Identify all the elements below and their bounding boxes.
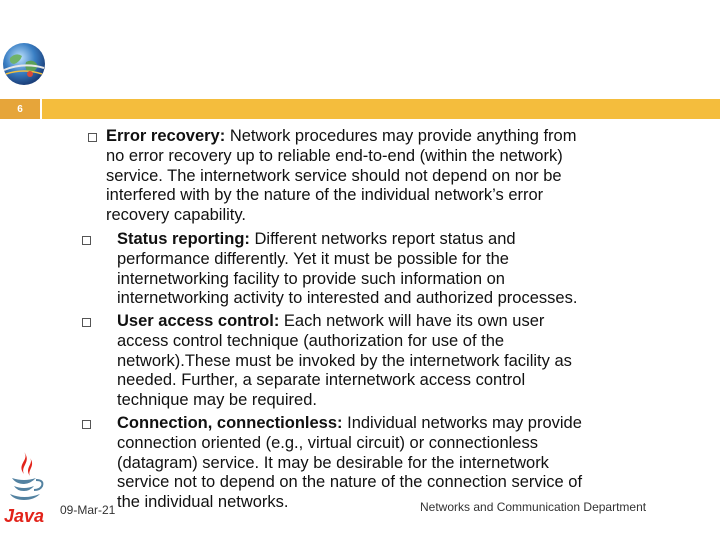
slide-number: 6	[0, 99, 40, 119]
footer-department: Networks and Communication Department	[420, 500, 647, 514]
bullet-line: the individual networks.	[117, 493, 289, 512]
globe-logo-icon	[0, 40, 48, 88]
java-logo-text: Java	[4, 506, 45, 526]
footer-date: 09-Mar-21	[60, 503, 116, 517]
bullet-line: access control technique (authorization for use of the	[117, 331, 505, 350]
bullet-line: technique may be required.	[117, 391, 317, 410]
bullet-line: no error recovery up to reliable end-to-end (within the network)	[106, 146, 563, 165]
bullet-lead: User access control:	[117, 312, 280, 330]
bullet-line: connection oriented (e.g., virtual circuit) or connectionless	[117, 433, 538, 452]
bullet-line: recovery capability.	[106, 206, 247, 225]
bullet-text: Each network will have its own user	[279, 312, 545, 330]
bullet-user-access-control	[117, 312, 572, 411]
header-accent-bar	[42, 99, 720, 119]
bullet-status-reporting	[117, 230, 577, 309]
bullet-text: Different networks report status and	[249, 230, 516, 248]
bullet-line: service. The internetwork service should not depend on nor be	[106, 166, 562, 185]
bullet-lead: Error recovery:	[106, 127, 226, 145]
bullet-square-icon	[82, 420, 91, 429]
bullet-line: performance differently. Yet it must be possible for the	[117, 249, 509, 268]
bullet-line: interfered with by the nature of the individual network’s error	[106, 186, 544, 205]
bullet-lead: Status reporting:	[117, 230, 250, 248]
bullet-error-recovery	[106, 127, 576, 226]
bullet-connection-connectionless	[117, 414, 582, 513]
bullet-square-icon	[82, 318, 91, 327]
bullet-square-icon	[82, 236, 91, 245]
bullet-line: service not to depend on the nature of the connection service of	[117, 473, 583, 492]
bullet-line: network).These must be invoked by the internetwork facility as	[117, 351, 572, 370]
java-logo-icon	[0, 448, 50, 528]
bullet-line: internetworking activity to interested and authorized processes.	[117, 289, 578, 308]
bullet-text: Individual networks may provide	[342, 414, 582, 432]
bullet-line: internetworking facility to provide such information on	[117, 269, 505, 288]
header-bar	[0, 99, 720, 119]
bullet-lead: Connection, connectionless:	[117, 414, 343, 432]
bullet-line: (datagram) service. It may be desirable for the internetwork	[117, 453, 549, 472]
bullet-square-icon	[88, 133, 97, 142]
bullet-text: Network procedures may provide anything from	[225, 127, 577, 145]
bullet-line: needed. Further, a separate internetwork access control	[117, 371, 526, 390]
